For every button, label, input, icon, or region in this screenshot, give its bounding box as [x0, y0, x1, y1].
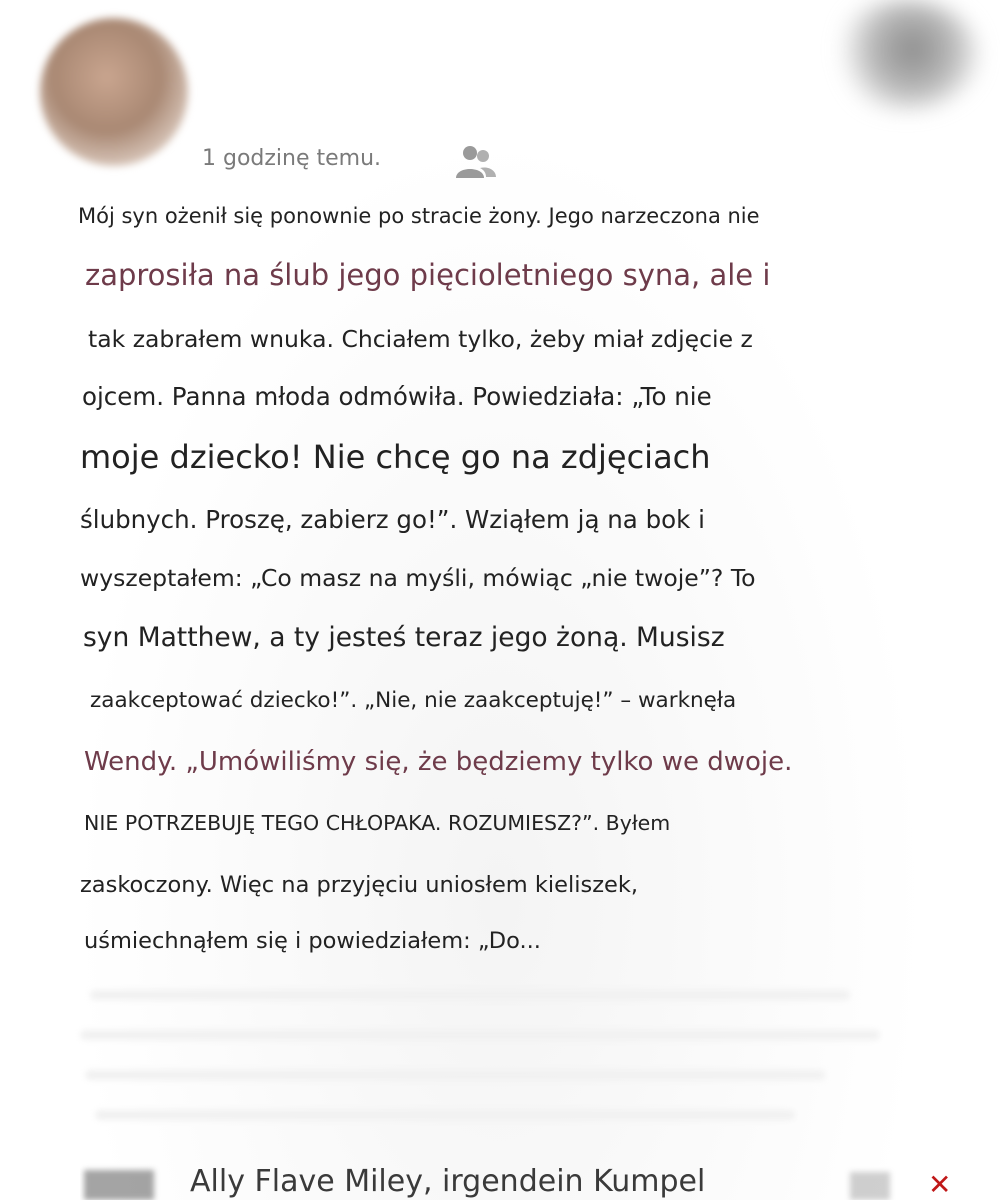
post-text-line: Mój syn ożenił się ponownie po stracie żony. Jego narzeczona nie	[78, 204, 760, 228]
blurred-background-text	[90, 990, 850, 1000]
post-text-line: zaprosiła na ślub jego pięcioletniego syna, ale i	[85, 258, 771, 292]
post-text-line: syn Matthew, a ty jesteś teraz jego żoną. Musisz	[83, 622, 725, 653]
post-text-line: NIE POTRZEBUJĘ TEGO CHŁOPAKA. ROZUMIESZ?”. Byłem	[84, 811, 671, 835]
blurred-edge	[850, 1172, 890, 1200]
blurred-menu-icon	[830, 0, 980, 110]
post-timestamp: 1 godzinę temu.	[202, 146, 382, 171]
post-text-line: Wendy. „Umówiliśmy się, że będziemy tylko we dwoje.	[84, 747, 793, 777]
blurred-edge	[84, 1170, 154, 1200]
group-icon[interactable]	[452, 142, 498, 182]
post-text-line: wyszeptałem: „Co masz na myśli, mówiąc „nie twoje”? To	[80, 564, 756, 592]
post-text-line: ojcem. Panna młoda odmówiła. Powiedziała: „To nie	[82, 382, 712, 411]
red-mark-icon: ✕	[928, 1168, 952, 1200]
post-text-line: uśmiechnąłem się i powiedziałem: „Do...	[84, 928, 541, 954]
blurred-background-text	[80, 1030, 880, 1040]
post-text-line: tak zabrałem wnuka. Chciałem tylko, żeby miał zdjęcie z	[88, 325, 753, 353]
post-text-line: moje dziecko! Nie chcę go na zdjęciach	[80, 438, 711, 476]
caption-text: Ally Flave Miley, irgendein Kumpel	[190, 1164, 706, 1199]
blurred-background-text	[95, 1110, 795, 1120]
post-text-line: ślubnych. Proszę, zabierz go!”. Wziąłem ją na bok i	[80, 505, 705, 534]
blurred-username	[204, 58, 614, 106]
bottom-caption	[80, 1160, 960, 1200]
blurred-background-text	[85, 1070, 825, 1080]
post-text-line: zaskoczony. Więc na przyjęciu uniosłem kieliszek,	[80, 872, 639, 898]
avatar[interactable]	[40, 18, 188, 166]
post-text-line: zaakceptować dziecko!”. „Nie, nie zaakceptuję!” – warknęła	[90, 688, 737, 713]
